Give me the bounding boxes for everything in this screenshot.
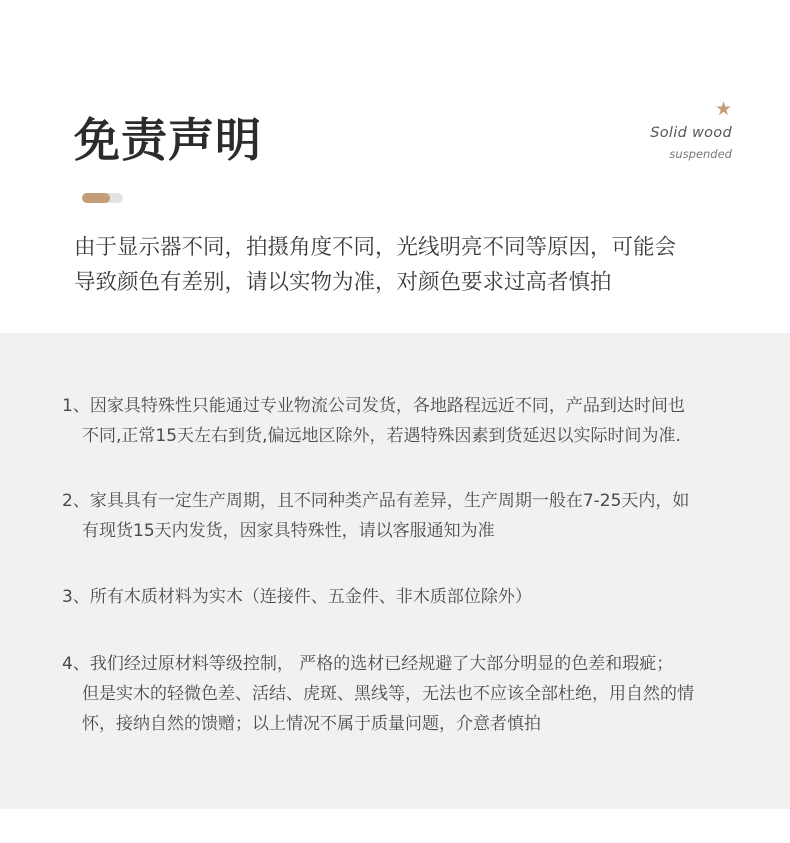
intro-text — [74, 230, 754, 300]
note-line: 不同,正常15天左右到货,偏远地区除外，若遇特殊因素到货延迟以实际时间为准. — [82, 426, 681, 446]
note-line: 有现货15天内发货，因家具特殊性，请以客服通知为准 — [82, 521, 495, 541]
note-item-3 — [62, 582, 742, 612]
note-item-2 — [62, 486, 742, 546]
page-title: 免责声明 — [74, 113, 262, 167]
note-line: 3、所有木质材料为实木（连接件、五金件、非木质部位除外） — [62, 587, 532, 607]
note-item-1 — [62, 391, 742, 451]
note-line: 怀，接纳自然的馈赠；以上情况不属于质量问题，介意者慎拍 — [82, 714, 541, 734]
intro-line: 导致颜色有差别，请以实物为准，对颜色要求过高者慎拍 — [74, 270, 612, 295]
note-line: 2、家具具有一定生产周期，且不同种类产品有差异，生产周期一般在7-25天内，如 — [62, 491, 690, 511]
brand-main-text: Solid wood — [650, 125, 732, 141]
accent-progress-bar — [82, 193, 123, 203]
note-line: 1、因家具特殊性只能通过专业物流公司发货，各地路程远近不同，产品到达时间也 — [62, 396, 685, 416]
accent-progress-fill — [82, 193, 110, 203]
notes-section — [0, 333, 790, 809]
brand-sub-text: suspended — [669, 147, 732, 161]
note-item-4 — [62, 649, 742, 739]
note-line: 4、我们经过原材料等级控制， 严格的选材已经规避了大部分明显的色差和瑕疵； — [62, 654, 674, 674]
header-section — [0, 0, 790, 333]
star-icon: ★ — [714, 98, 732, 120]
intro-line: 由于显示器不同，拍摄角度不同，光线明亮不同等原因，可能会 — [74, 235, 677, 260]
note-line: 但是实木的轻微色差、活结、虎斑、黑线等，无法也不应该全部杜绝，用自然的情 — [82, 684, 694, 704]
